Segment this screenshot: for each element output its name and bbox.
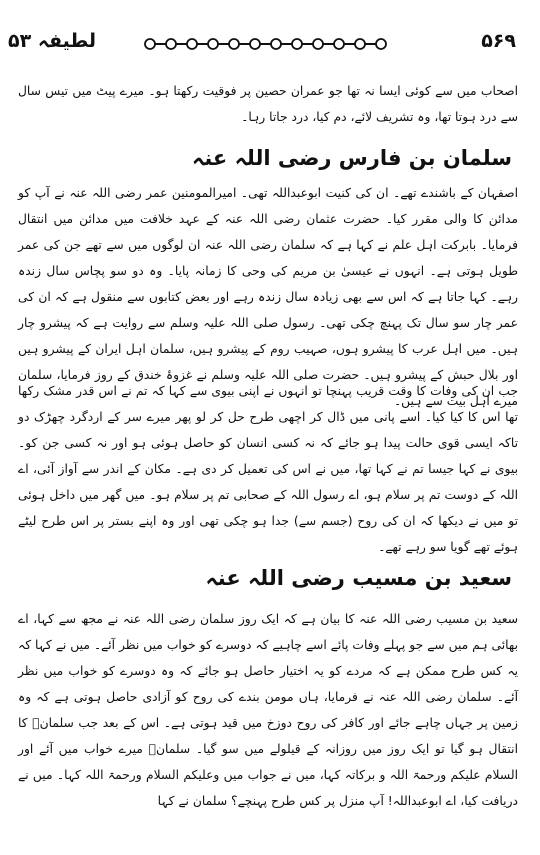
section-heading-salman: سلمان بن فارس رضی اللہ عنہ [192,146,512,170]
chapter-label: لطیفہ ۵۳ [8,30,97,52]
ornament-divider [140,34,396,54]
salman-paragraph-1: اصفہان کے باشندے تھے۔ ان کی کنیت ابوعبداللہ تھی۔ امیرالمومنین عمر رضی اللہ عنہ نے آپ کو مدائن کا والی مقرر کیا۔ حضرت عثمان رضی اللہ عنہ کے عہد خلافت میں مدائن میں انتقال فرمایا۔ بابرکت اہل علم نے کہا ہے کہ سلمان رضی اللہ عنہ ان لوگوں میں سے تھے جن کی عمر طویل ہوتی ہے۔ انہوں نے عیسیٰ بن مریم کی وحی کا زمانہ پایا۔ وہ دو سو پچاس سال زندہ رہے۔ کہا جاتا ہے کہ اس سے بھی زیادہ سال زندہ رہے اور بعض کتابوں سے منقول ہے کہ ان کی عمر چار سو سال تک پہنچ چکی تھی۔ رسول صلی اللہ علیہ وسلم سے روایت ہے کہ پیشرو چار ہیں۔ میں اہل عرب کا پیشرو ہوں، صہیب روم کے پیشرو ہیں، سلمان اہل ایران کے پیشرو ہیں اور بلال حبش کے پیشرو ہیں۔ حضرت صلی اللہ علیہ وسلم نے غزوۂ خندق کے روز فرمایا، سلمان میرے اہل بیت سے ہیں۔ [18,186,518,408]
section-heading-saeed: سعید بن مسیب رضی اللہ عنہ [205,566,512,590]
saeed-paragraph-1: سعید بن مسیب رضی اللہ عنہ کا بیان ہے کہ ایک روز سلمان رضی اللہ عنہ نے مجھ سے کہا، اے بھائی ہم میں سے جو پہلے وفات پائے اسے چاہیے کہ دوسرے کو خواب میں نظر آئے۔ میں نے کہا کہ یہ کس طرح ممکن ہے کہ مردے کو یہ اختیار حاصل ہو جائے کہ وہ دوسرے کو خواب میں نظر آئے۔ سلمان رضی اللہ عنہ نے فرمایا، ہاں مومن بندے کی روح کو آزادی حاصل ہوتی ہے کہ وہ زمین پر جہاں چاہے جائے اور کافر کی روح دوزخ میں قید ہوتی ہے۔ اس کے بعد جب سلمانؓ کا انتقال ہو گیا تو ایک روز میں روزانہ کے قیلولے میں سو گیا۔ سلمانؓ میرے خواب میں آئے اور السلام علیکم ورحمۃ اللہ و برکاتہ کہا، میں نے جواب میں وعلیکم السلام ورحمۃ اللہ کہا۔ میں نے دریافت کیا، اے ابوعبداللہ! آپ منزل پر کس طرح پہنچے؟ سلمان نے کہا [18,612,518,808]
page-number: ۵۶۹ [481,30,516,52]
salman-paragraph-2: جب ان کی وفات کا وقت قریب پہنچا تو انہوں نے اپنی بیوی سے کہا کہ تم نے اس قدر مشک رکھا تھا اس کا کیا کیا۔ اسے پانی میں ڈال کر اچھی طرح حل کر لو پھر میرے سر کے اردگرد چھڑک دو تاکہ ایسی قوی حالت پیدا ہو جائے کہ نہ کسی انسان کو حاصل ہوئی ہو اور نہ کسی جن کو۔ بیوی نے کہا جیسا تم نے کہا تھا، میں نے اس کی تعمیل کر دی ہے۔ مکان کے اندر سے آواز آئی، اے اللہ کے دوست تم پر سلام ہو، اے رسول اللہ کے صحابی تم پر سلام ہو۔ میں گھر میں داخل ہوئی تو میں نے دیکھا کہ ان کی روح (جسم سے) جدا ہو چکی تھی اور وہ اپنے بستر پر اس طرح لیٹے ہوئے تھے گویا سو رہے تھے۔ [18,384,518,554]
intro-paragraph: اصحاب میں سے کوئی ایسا نہ تھا جو عمران حصین پر فوقیت رکھتا ہو۔ میرے پیٹ میں تیس سال سے درد ہوتا تھا، وہ تشریف لائے، دم کیا، درد جاتا رہا۔ [18,84,518,124]
page-header [0,28,540,60]
